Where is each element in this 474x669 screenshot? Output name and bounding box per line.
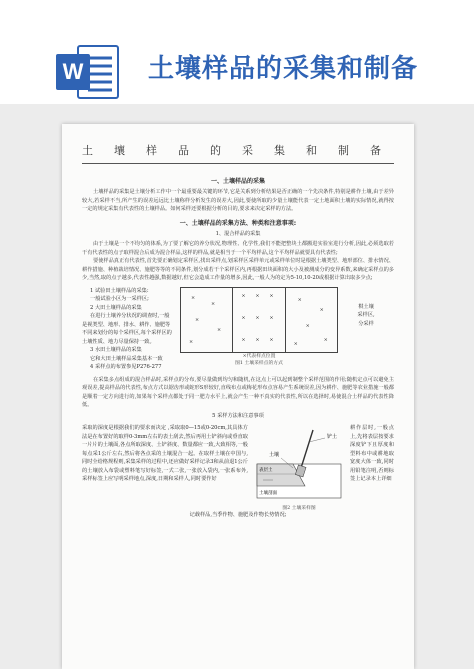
soil-profile-drawing (253, 424, 345, 504)
section-heading-1: 一、土壤样品的采集 (210, 178, 265, 185)
figure-row-1 (82, 287, 394, 372)
paragraph-random-points: 在采集多点组成的混合样品时,采样点的分布,要尽量做到均匀和随机,在这点上可以起到制整个采样范围的作用;随机定点可以避免主观误差,提高样品的代表性,布点方式以锯齿形或蛇形S形较好,直线布点或梅花形布点容易产生系统误差,因为耕作、施肥等农业措施一般都是顺着一定方向进行的,如果每个采样点都处于同一肥力水平上,就会产生一种不真实的代表性,所以在选择时,易使混合土样品的代表性降低。 (82, 376, 394, 408)
list-item: 一般试验小区为一采样区; (90, 296, 149, 302)
figure-soil-section (253, 424, 345, 511)
fig2-label-profile: 土壤剖面 (259, 491, 277, 496)
list-item: 它和大田土壤样品采集基本一致 (90, 355, 163, 362)
figure-caption: 图1 土壤采样点的方式 (235, 360, 283, 366)
grid-cell: × × × × × × × × × (233, 288, 285, 352)
sampling-list (82, 287, 174, 372)
fig2-label-soil: 土壤 (269, 452, 280, 458)
paragraph-methods: 采取的深度是根据我们的要求而决定 ,采取取0—15或0-20cm,其具体方法是在布置好的取样0-3mm左右的表土刮去,然后再用土铲斜向或垂直取一片片的土壤面,各点所取深度、土铲斜度、数量都应一致,大致相等,一般每点采1公斤左右,然后将各点采的土壤混合一起。在取样土壤在中国与,同时全给格规程则,采集采样的过程中,还应做好采样记录3和从前退1公斤 的土壤放入布袋或塑料笔写好标签,一式二张,一张放入袋内,一张系布外,采样标签上应写明采样地点,深度,日期和采样人,同时要作好 (82, 425, 248, 482)
side-line: 采样区, (357, 312, 375, 318)
paragraph-side: 耕作层时,一般点上,先将表层按要求深度铲下且厚度和型料布中或耕地取宽度大体一致,同时用铅笔注明,否则标签上记录本上详细 (350, 425, 394, 482)
figure-row-2 (82, 424, 394, 511)
paragraph-record: 记载样品,当季作物、施肥及作物长势情况; (189, 512, 287, 518)
figure-side-text (344, 287, 388, 372)
grid-cell: × × × × × (293, 296, 328, 347)
doc-title: 土壤样品的采集和制备 (82, 142, 394, 164)
list-item: 2 大田土壤样品的采集 (90, 304, 142, 311)
banner (0, 0, 474, 104)
paragraph-mixed-sample: 由于土壤是一个不均匀的体系,为了要了解它的养分状况,物理性、化学性,我们不能把整块土都搬进实验室进行分析,因此,必须选取若干有代表性的点子取样混合后成为混合样品,这样的样品,就是相当于一个平均样品,这个平均样品就要具有代表性; (82, 241, 394, 256)
list-item: 4 采样点的布置参见P276-277 (90, 364, 162, 370)
paragraph-sampling-area: 要使样品真正有代表性,首先要正确划定采样区,找出采样点,划采样区采样单元或采样单位时是根据土壤类型、地形部位、排水情况、耕作措施、种植栽培情况、施肥等等的不同条件,划分成若干个采样区内,再根据田块面积的大小及被测成分的变异系数,来确定采样点的多少,当然,取的点子越多,代表性越强,数据越好,但它会造成工作量的增多,因此,一般人为的定为5-10,10-20或根据计算出取多少点; (82, 258, 394, 281)
word-icon (56, 44, 120, 100)
document-viewport (0, 104, 474, 669)
subheading-mixed-sample: 1、混合样品的采集 (215, 230, 261, 237)
side-line: 棋土壤 (358, 303, 374, 310)
figure-note: ×代表样点位置 (242, 353, 276, 359)
fig2-label-shovel: 铲土 (327, 434, 338, 440)
svg-text:W: W (62, 59, 84, 84)
list-item: 1 试验田土壤样品的采集: (90, 287, 149, 294)
sampling-grid (180, 287, 338, 353)
banner-title: 土壤样品的采集和制备 (148, 54, 419, 84)
section-heading-2: 一、土壤样品的采集方法、种类和注意事项: (179, 219, 297, 227)
list-item: 在进行土壤养分状况的调查时,一般是视类型、地形、排水、耕作、施肥等不同来划分的每个采样区,每个采样区的土壤性质、地力尽量保持一致。 (82, 313, 172, 345)
figure-sampling-points (180, 287, 338, 372)
paragraph-intro: 土壤样品的采集是土壤分析工作中一个最重要最关键的环节,它是关系到分析结果是否正确的一个先决条件,特别是耕作土壤,由于差异较大,若采样不当,所产生的误差远远比土壤称样分析发生的误差大,因此,要使所取的少量土壤能代表一定土地面积土壤的实际情况,就得按一定的规定采集有代表性的土壤样品。如何采样还要根据分析的目的,要求来决定采样的方法。 (82, 189, 394, 212)
grid-cell: × × × × × (181, 288, 233, 352)
figure-caption: 图2 土壤采样图 (282, 506, 316, 511)
subheading-methods: 5 采样方法和注意事项 (212, 412, 264, 419)
list-item: 3 水田土壤样品的采集 (90, 347, 142, 353)
fig2-label-topsoil: 表层土 (259, 468, 273, 473)
document-page (62, 124, 414, 669)
side-line: 分采样 (358, 320, 374, 327)
